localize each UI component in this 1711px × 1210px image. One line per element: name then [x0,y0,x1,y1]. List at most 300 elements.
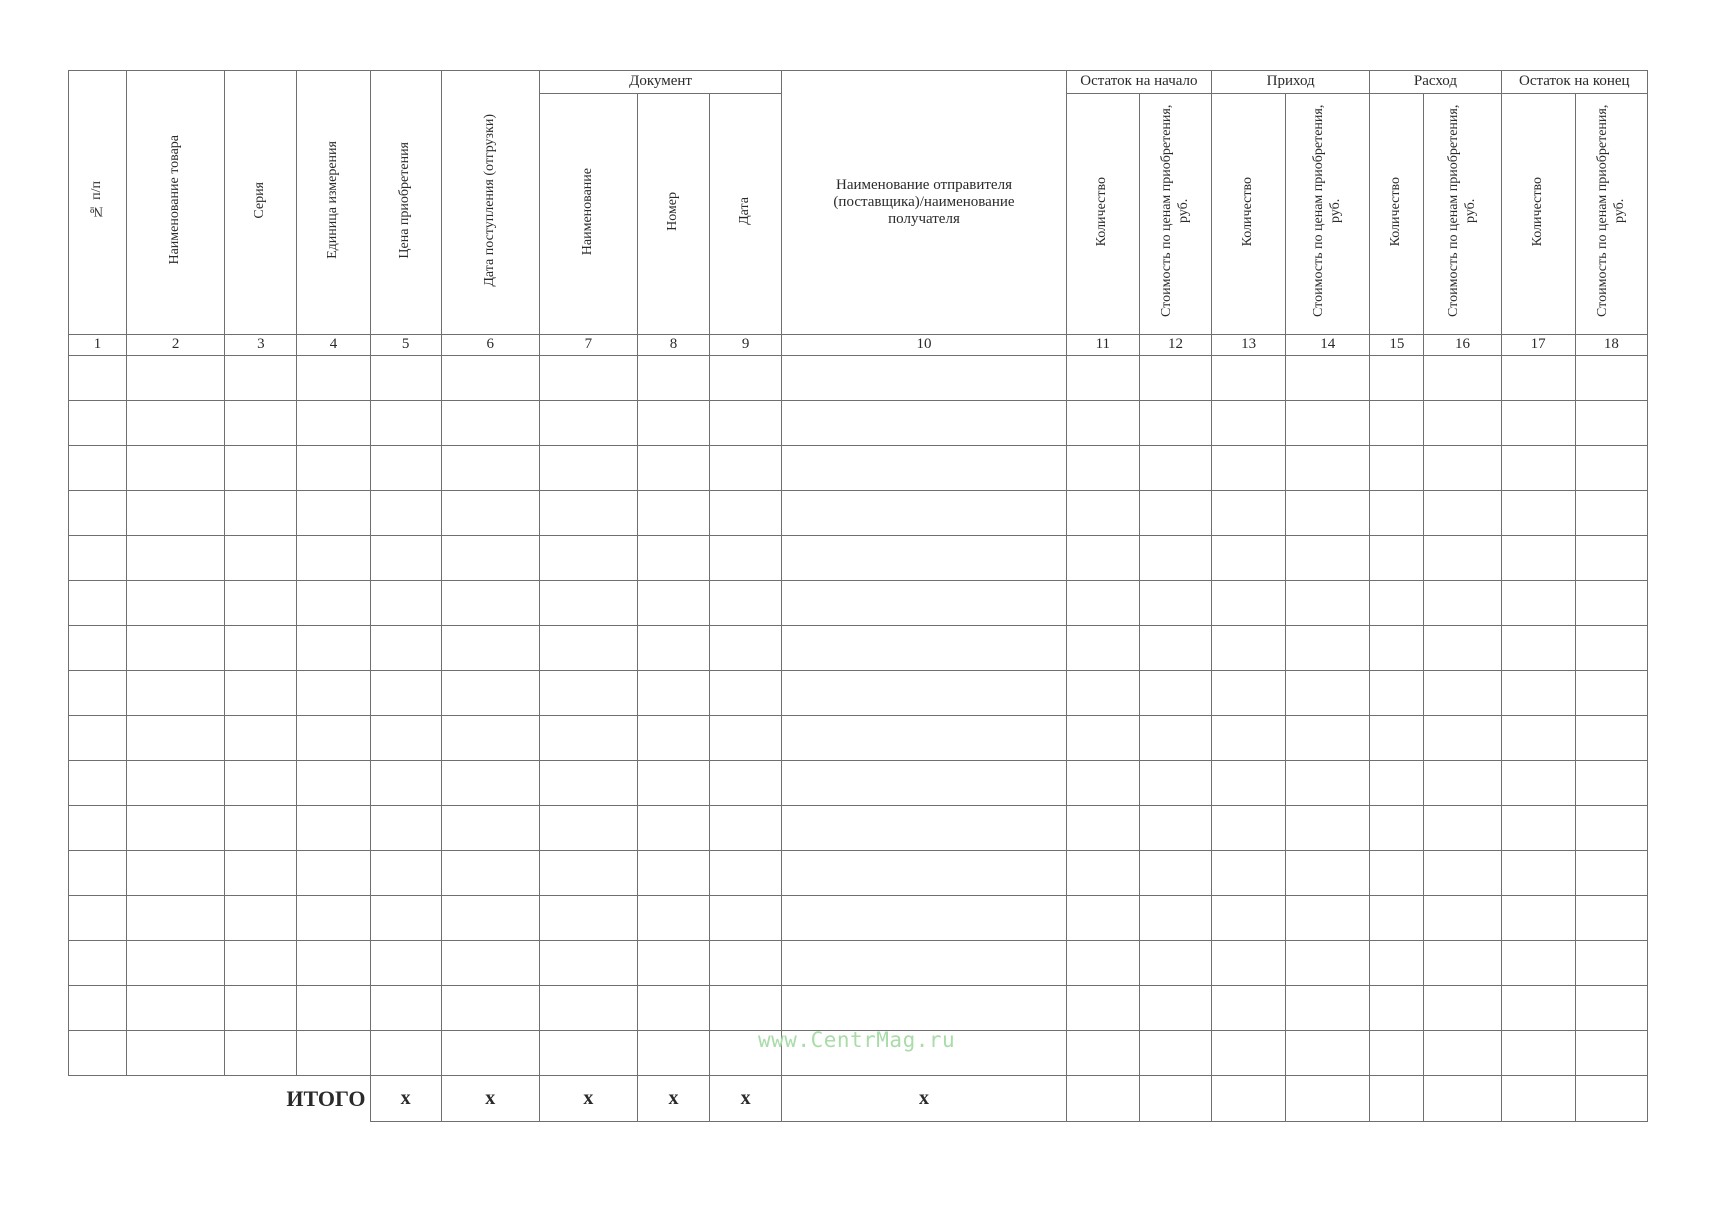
table-cell[interactable] [225,581,297,626]
table-cell[interactable] [1370,356,1424,401]
table-cell[interactable] [370,986,441,1031]
table-cell[interactable] [370,716,441,761]
total-cell[interactable] [1575,1076,1647,1122]
table-cell[interactable] [127,446,225,491]
table-cell[interactable] [1370,536,1424,581]
table-cell[interactable] [297,536,370,581]
table-cell[interactable] [1370,491,1424,536]
table-cell[interactable] [1139,581,1211,626]
table-cell[interactable] [225,446,297,491]
table-cell[interactable] [127,941,225,986]
table-cell[interactable] [1212,761,1286,806]
table-cell[interactable] [127,581,225,626]
table-cell[interactable] [1575,716,1647,761]
table-cell[interactable] [710,626,782,671]
table-cell[interactable] [1286,716,1370,761]
table-cell[interactable] [297,716,370,761]
table-cell[interactable] [1575,851,1647,896]
table-cell[interactable] [539,491,637,536]
table-cell[interactable] [1139,401,1211,446]
table-cell[interactable] [1286,626,1370,671]
table-cell[interactable] [710,536,782,581]
table-cell[interactable] [441,626,539,671]
table-cell[interactable] [1212,716,1286,761]
table-cell[interactable] [1370,581,1424,626]
table-cell[interactable] [782,716,1067,761]
table-cell[interactable] [69,491,127,536]
table-cell[interactable] [637,716,709,761]
table-cell[interactable] [370,491,441,536]
table-cell[interactable] [1370,761,1424,806]
table-cell[interactable] [127,986,225,1031]
total-cell[interactable] [1424,1076,1501,1122]
table-cell[interactable] [1286,851,1370,896]
header-receipt-date-label: Дата поступления (отгрузки) [481,113,497,287]
table-cell[interactable] [1212,671,1286,716]
table-cell[interactable] [1370,941,1424,986]
table-cell[interactable] [127,1031,225,1076]
table-cell[interactable] [1501,1031,1575,1076]
table-cell[interactable] [69,581,127,626]
table-cell[interactable] [1212,401,1286,446]
table-cell[interactable] [1575,401,1647,446]
table-cell[interactable] [441,536,539,581]
table-cell[interactable] [782,761,1067,806]
table-cell[interactable] [539,581,637,626]
table-cell[interactable] [710,581,782,626]
table-cell[interactable] [297,356,370,401]
table-cell[interactable] [1424,581,1501,626]
table-cell[interactable] [1424,356,1501,401]
table-cell[interactable] [225,986,297,1031]
table-cell[interactable] [69,851,127,896]
table-cell[interactable] [782,806,1067,851]
table-cell[interactable] [1501,896,1575,941]
table-cell[interactable] [1424,626,1501,671]
table-cell[interactable] [782,851,1067,896]
table-cell[interactable] [1286,581,1370,626]
table-cell[interactable] [225,671,297,716]
table-cell[interactable] [1286,761,1370,806]
table-cell[interactable] [297,761,370,806]
table-cell[interactable] [1286,446,1370,491]
table-cell[interactable] [69,761,127,806]
table-cell[interactable] [441,761,539,806]
table-cell[interactable] [1501,536,1575,581]
table-cell[interactable] [127,716,225,761]
table-cell[interactable] [441,851,539,896]
table-cell[interactable] [1501,716,1575,761]
table-cell[interactable] [637,356,709,401]
table-cell[interactable] [1370,626,1424,671]
total-x-mark: х [539,1076,637,1122]
table-cell[interactable] [297,626,370,671]
table-cell[interactable] [1212,986,1286,1031]
table-cell[interactable] [637,401,709,446]
header-sender-recipient: Наименование отправителя (поставщика)/наименование получателя [782,71,1067,335]
table-cell[interactable] [1066,896,1139,941]
table-cell[interactable] [1575,536,1647,581]
table-cell[interactable] [1139,986,1211,1031]
table-cell[interactable] [441,716,539,761]
table-cell[interactable] [69,1031,127,1076]
table-cell[interactable] [297,896,370,941]
table-cell[interactable] [710,446,782,491]
table-cell[interactable] [1370,671,1424,716]
table-cell[interactable] [1424,941,1501,986]
table-cell[interactable] [69,356,127,401]
table-cell[interactable] [1212,1031,1286,1076]
table-cell[interactable] [1286,356,1370,401]
table-cell[interactable] [1424,806,1501,851]
table-cell[interactable] [127,851,225,896]
table-cell[interactable] [1066,446,1139,491]
table-cell[interactable] [1575,1031,1647,1076]
table-cell[interactable] [225,806,297,851]
table-cell[interactable] [1066,626,1139,671]
table-cell[interactable] [370,581,441,626]
table-cell[interactable] [127,401,225,446]
table-cell[interactable] [1139,356,1211,401]
table-cell[interactable] [782,896,1067,941]
table-cell[interactable] [127,761,225,806]
table-cell[interactable] [1286,491,1370,536]
table-cell[interactable] [441,581,539,626]
table-cell[interactable] [1139,716,1211,761]
table-cell[interactable] [782,536,1067,581]
table-cell[interactable] [225,401,297,446]
table-cell[interactable] [225,1031,297,1076]
table-cell[interactable] [782,941,1067,986]
table-cell[interactable] [1212,851,1286,896]
table-cell[interactable] [297,401,370,446]
table-cell[interactable] [297,941,370,986]
table-cell[interactable] [1139,896,1211,941]
table-cell[interactable] [1286,896,1370,941]
table-cell[interactable] [1501,761,1575,806]
table-cell[interactable] [710,896,782,941]
table-cell[interactable] [441,986,539,1031]
table-cell[interactable] [1286,941,1370,986]
table-cell[interactable] [1066,716,1139,761]
table-cell[interactable] [1575,446,1647,491]
table-cell[interactable] [127,626,225,671]
table-cell[interactable] [637,536,709,581]
table-cell[interactable] [1066,536,1139,581]
table-cell[interactable] [1286,401,1370,446]
total-cell[interactable] [1212,1076,1286,1122]
table-cell[interactable] [1066,1031,1139,1076]
table-cell[interactable] [69,671,127,716]
table-cell[interactable] [1501,626,1575,671]
table-cell[interactable] [127,806,225,851]
total-cell[interactable] [1286,1076,1370,1122]
table-cell[interactable] [441,1031,539,1076]
table-cell[interactable] [69,806,127,851]
table-cell[interactable] [637,806,709,851]
table-cell[interactable] [1575,986,1647,1031]
table-cell[interactable] [1212,536,1286,581]
table-cell[interactable] [127,671,225,716]
table-cell[interactable] [539,941,637,986]
table-cell[interactable] [1424,851,1501,896]
table-cell[interactable] [782,491,1067,536]
table-cell[interactable] [127,536,225,581]
table-cell[interactable] [1501,446,1575,491]
table-cell[interactable] [370,851,441,896]
table-cell[interactable] [1575,761,1647,806]
table-cell[interactable] [225,356,297,401]
table-cell[interactable] [370,806,441,851]
table-cell[interactable] [539,716,637,761]
table-cell[interactable] [225,941,297,986]
table-cell[interactable] [637,896,709,941]
table-cell[interactable] [225,896,297,941]
table-cell[interactable] [441,491,539,536]
table-cell[interactable] [637,581,709,626]
table-cell[interactable] [637,941,709,986]
table-cell[interactable] [710,401,782,446]
table-cell[interactable] [782,581,1067,626]
table-cell[interactable] [1066,491,1139,536]
table-cell[interactable] [1139,671,1211,716]
table-cell[interactable] [782,446,1067,491]
table-cell[interactable] [225,851,297,896]
table-cell[interactable] [539,626,637,671]
total-cell[interactable] [1501,1076,1575,1122]
table-cell[interactable] [1139,626,1211,671]
table-cell[interactable] [1212,896,1286,941]
table-cell[interactable] [370,446,441,491]
table-cell[interactable] [710,851,782,896]
table-cell[interactable] [1424,761,1501,806]
table-cell[interactable] [539,401,637,446]
table-cell[interactable] [1501,941,1575,986]
table-cell[interactable] [1212,626,1286,671]
table-cell[interactable] [1575,806,1647,851]
table-cell[interactable] [1501,851,1575,896]
table-cell[interactable] [710,716,782,761]
table-cell[interactable] [782,626,1067,671]
table-cell[interactable] [1066,986,1139,1031]
table-cell[interactable] [1066,761,1139,806]
table-cell[interactable] [539,806,637,851]
table-cell[interactable] [1286,1031,1370,1076]
table-cell[interactable] [539,446,637,491]
table-cell[interactable] [1370,716,1424,761]
table-cell[interactable] [637,851,709,896]
table-cell[interactable] [1424,716,1501,761]
table-cell[interactable] [1286,986,1370,1031]
table-cell[interactable] [441,356,539,401]
table-cell[interactable] [297,491,370,536]
table-cell[interactable] [297,851,370,896]
table-cell[interactable] [1139,851,1211,896]
table-cell[interactable] [1212,581,1286,626]
table-cell[interactable] [539,356,637,401]
table-cell[interactable] [1066,806,1139,851]
table-cell[interactable] [782,356,1067,401]
table-cell[interactable] [1424,491,1501,536]
table-cell[interactable] [1212,806,1286,851]
table-cell[interactable] [370,401,441,446]
table-cell[interactable] [1501,491,1575,536]
table-cell[interactable] [1501,806,1575,851]
table-cell[interactable] [370,671,441,716]
table-cell[interactable] [539,986,637,1031]
table-cell[interactable] [69,986,127,1031]
table-cell[interactable] [1424,671,1501,716]
table-cell[interactable] [710,806,782,851]
table-cell[interactable] [1424,536,1501,581]
table-cell[interactable] [1501,986,1575,1031]
table-cell[interactable] [1370,1031,1424,1076]
table-cell[interactable] [539,896,637,941]
table-cell[interactable] [297,671,370,716]
total-cell[interactable] [1370,1076,1424,1122]
table-cell[interactable] [225,491,297,536]
table-cell[interactable] [1286,671,1370,716]
column-number: 6 [441,335,539,356]
table-cell[interactable] [1370,986,1424,1031]
table-cell[interactable] [370,761,441,806]
table-cell[interactable] [225,761,297,806]
table-cell[interactable] [710,356,782,401]
table-cell[interactable] [1424,986,1501,1031]
table-cell[interactable] [1139,446,1211,491]
table-cell[interactable] [710,491,782,536]
table-cell[interactable] [637,761,709,806]
table-cell[interactable] [1286,536,1370,581]
table-cell[interactable] [637,986,709,1031]
table-cell[interactable] [370,1031,441,1076]
table-cell[interactable] [441,401,539,446]
table-cell[interactable] [370,356,441,401]
table-cell[interactable] [782,986,1067,1031]
total-cell[interactable] [1066,1076,1139,1122]
table-cell[interactable] [1139,806,1211,851]
table-cell[interactable] [1424,1031,1501,1076]
table-cell[interactable] [1501,401,1575,446]
table-cell[interactable] [370,896,441,941]
table-cell[interactable] [69,626,127,671]
table-cell[interactable] [297,806,370,851]
table-cell[interactable] [1575,941,1647,986]
table-cell[interactable] [637,446,709,491]
table-cell[interactable] [1370,851,1424,896]
table-cell[interactable] [297,986,370,1031]
table-cell[interactable] [1575,626,1647,671]
column-number: 16 [1424,335,1501,356]
table-cell[interactable] [539,671,637,716]
table-cell[interactable] [127,896,225,941]
table-cell[interactable] [710,941,782,986]
table-cell[interactable] [710,761,782,806]
table-cell[interactable] [370,941,441,986]
table-cell[interactable] [127,356,225,401]
table-cell[interactable] [1501,356,1575,401]
table-cell[interactable] [370,626,441,671]
table-cell[interactable] [782,671,1067,716]
table-cell[interactable] [1212,491,1286,536]
table-cell[interactable] [441,806,539,851]
table-cell[interactable] [1370,806,1424,851]
table-cell[interactable] [782,401,1067,446]
table-cell[interactable] [1066,941,1139,986]
table-cell[interactable] [1501,671,1575,716]
table-cell[interactable] [370,536,441,581]
table-cell[interactable] [539,851,637,896]
table-cell[interactable] [297,1031,370,1076]
table-cell[interactable] [1370,401,1424,446]
table-cell[interactable] [539,1031,637,1076]
table-cell[interactable] [1066,851,1139,896]
table-cell[interactable] [539,761,637,806]
table-cell[interactable] [69,716,127,761]
table-cell[interactable] [1575,356,1647,401]
table-cell[interactable] [1575,896,1647,941]
table-cell[interactable] [1575,671,1647,716]
table-cell[interactable] [539,536,637,581]
table-cell[interactable] [69,941,127,986]
total-cell[interactable] [1139,1076,1211,1122]
table-cell[interactable] [1139,761,1211,806]
table-cell[interactable] [1212,356,1286,401]
table-cell[interactable] [710,986,782,1031]
table-cell[interactable] [1139,536,1211,581]
table-cell[interactable] [1066,401,1139,446]
table-cell[interactable] [710,671,782,716]
table-cell[interactable] [637,671,709,716]
table-cell[interactable] [1066,356,1139,401]
table-cell[interactable] [1370,896,1424,941]
table-cell[interactable] [637,1031,709,1076]
table-cell[interactable] [1066,581,1139,626]
table-cell[interactable] [1501,581,1575,626]
table-cell[interactable] [1139,941,1211,986]
table-cell[interactable] [637,491,709,536]
table-cell[interactable] [441,671,539,716]
header-document-date [710,94,782,335]
table-cell[interactable] [1424,446,1501,491]
table-cell[interactable] [1424,896,1501,941]
table-cell[interactable] [1066,671,1139,716]
table-cell[interactable] [441,896,539,941]
table-cell[interactable] [1286,806,1370,851]
table-cell[interactable] [441,941,539,986]
table-cell[interactable] [1139,491,1211,536]
table-cell[interactable] [1575,581,1647,626]
table-cell[interactable] [69,896,127,941]
table-cell[interactable] [69,446,127,491]
table-cell[interactable] [297,581,370,626]
table-cell[interactable] [225,626,297,671]
table-cell[interactable] [1575,491,1647,536]
table-cell[interactable] [441,446,539,491]
table-cell[interactable] [69,536,127,581]
table-cell[interactable] [637,626,709,671]
table-cell[interactable] [1139,1031,1211,1076]
table-cell[interactable] [69,401,127,446]
table-cell[interactable] [1212,446,1286,491]
table-cell[interactable] [225,536,297,581]
table-cell[interactable] [297,446,370,491]
table-cell[interactable] [127,491,225,536]
table-cell[interactable] [1424,401,1501,446]
table-cell[interactable] [1212,941,1286,986]
table-cell[interactable] [1370,446,1424,491]
table-cell[interactable] [225,716,297,761]
